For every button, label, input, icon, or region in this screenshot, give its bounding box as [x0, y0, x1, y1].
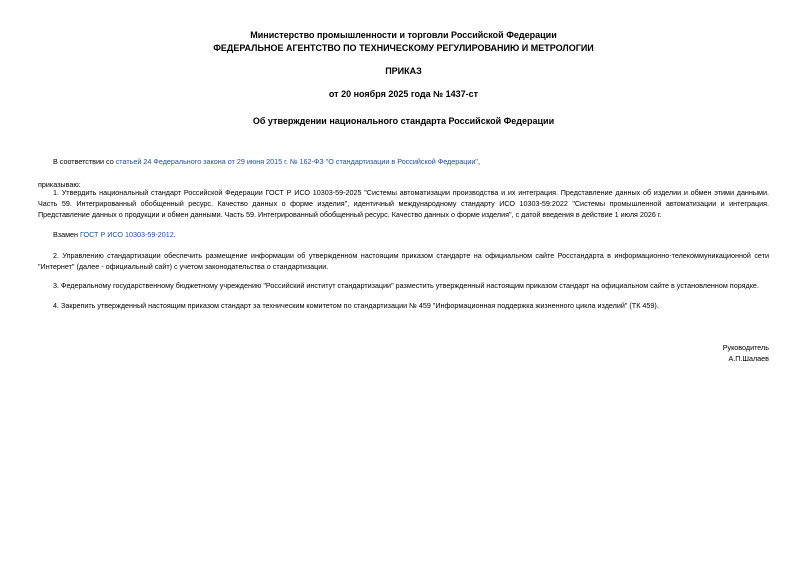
document-type: ПРИКАЗ [385, 66, 422, 76]
replaces-suffix: . [173, 230, 176, 239]
basis-prefix: В соответствии со [53, 157, 116, 166]
basis-suffix: , [477, 157, 480, 166]
agency-name: ФЕДЕРАЛЬНОЕ АГЕНТСТВО ПО ТЕХНИЧЕСКОМУ РЕГУЛИРОВАНИЮ И МЕТРОЛОГИИ [213, 43, 594, 53]
federal-law-link[interactable]: статьей 24 Федерального закона от 29 июня 2015 г. № 162-ФЗ "О стандартизации в Российской Федерации" [115, 157, 478, 166]
replaced-standard-link[interactable]: ГОСТ Р ИСО 10303-59-2012 [80, 230, 174, 239]
order-item-1: 1. Утвердить национальный стандарт Российской Федерации ГОСТ Р ИСО 10303-59-2025 "Системы автоматизации производства и их интеграция. Представление данных об изделии и обмен этими данными. Часть 59. Интегрированный обобщенный ресурс. Качество данных о форме изделия", идентичный международному стандарту ИСО 10303-59:2022 "Системы промышленной автоматизации и интеграция. Представление данных о продукции и обмен данными. Часть 59. Интегрированный обобщенный ресурс. Качество данных о форме изделия", с датой введения в действие 1 июля 2026 г. [38, 188, 769, 219]
signatory-title: Руководитель [722, 343, 769, 352]
ministry-name: Министерство промышленности и торговли Российской Федерации [250, 30, 557, 40]
order-item-3: 3. Федеральному государственному бюджетному учреждению "Российский институт стандартизации" разместить утвержденный настоящим приказом стандарт на официальном сайте в установленном порядке. [53, 281, 759, 290]
order-date-number: от 20 ноября 2025 года № 1437-ст [328, 89, 479, 99]
legal-basis-paragraph [38, 156, 769, 167]
order-item-4: 4. Закрепить утвержденный настоящим приказом стандарт за техническим комитетом по стандартизации № 459 "Информационная поддержка жизненного цикла изделий" (ТК 459). [53, 301, 659, 310]
order-subject: Об утверждении национального стандарта Российской Федерации [252, 116, 555, 126]
orders-line: приказываю: [38, 180, 81, 189]
replaces-prefix: Взамен [53, 230, 80, 239]
signatory-name: А.П.Шалаев [728, 354, 769, 363]
replaces-paragraph [38, 229, 769, 240]
order-item-2: 2. Управлению стандартизации обеспечить размещение информации об утвержденном настоящим приказом стандарте на официальном сайте Росстандарта в информационно-телекоммуникационной сети "Интернет" (далее - официальный сайт) с учетом законодательства о стандартизации. [38, 251, 769, 271]
